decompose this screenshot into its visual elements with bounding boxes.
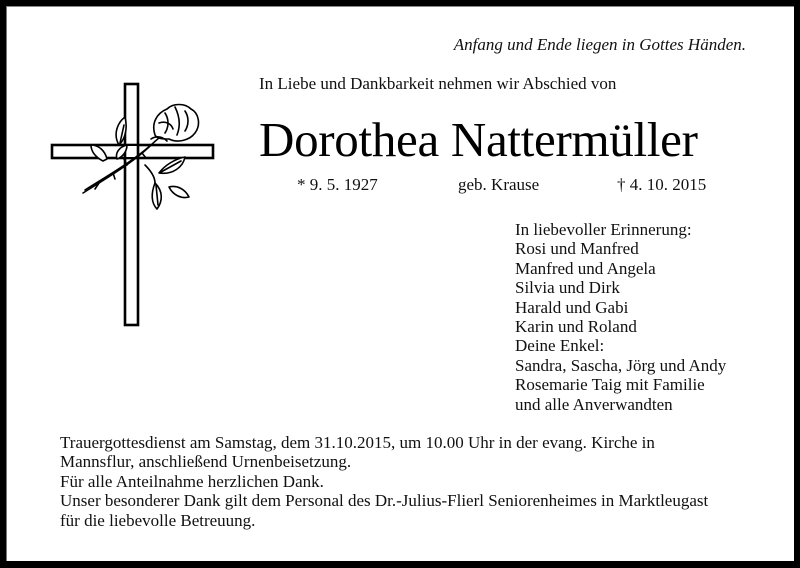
obituary-notice [6,6,794,561]
mourner-entry: Rosemarie Taig mit Familie [515,375,705,395]
death-date: † 4. 10. 2015 [617,175,707,194]
closing-text [60,433,708,530]
mourner-entry: Silvia und Dirk [515,278,620,298]
service-info-line: Trauergottesdienst am Samstag, dem 31.10.2015, um 10.00 Uhr in der evang. Kirche in [60,433,655,452]
motto-verse: Anfang und Ende liegen in Gottes Händen. [453,35,746,54]
special-thanks-line: für die liebevolle Betreuung. [60,510,256,530]
cross-with-rose-icon [47,73,227,333]
mourner-entry: Harald und Gabi [515,297,629,317]
maiden-name: geb. Krause [458,175,540,194]
mourner-entry: Manfred und Angela [515,258,656,278]
mourners-list [515,220,726,414]
farewell-intro: In Liebe und Dankbarkeit nehmen wir Abschied von [259,74,617,93]
mourner-entry: Sandra, Sascha, Jörg und Andy [515,355,727,375]
service-info-line: Mannsflur, anschließend Urnenbeisetzung. [60,452,352,472]
grandchildren-heading: Deine Enkel: [515,336,605,356]
deceased-name: Dorothea Nattermüller [259,112,698,167]
thanks-line: Für alle Anteilnahme herzlichen Dank. [60,471,324,491]
birth-date: * 9. 5. 1927 [297,175,378,194]
mourner-entry: Rosi und Manfred [515,239,639,259]
mourner-entry: Karin und Roland [515,317,637,337]
special-thanks-line: Unser besonderer Dank gilt dem Personal des Dr.-Julius-Flierl Seniorenheimes in Marktleugast [60,491,709,511]
mourner-entry: und alle Anverwandten [515,394,673,414]
mourners-heading: In liebevoller Erinnerung: [515,220,692,239]
